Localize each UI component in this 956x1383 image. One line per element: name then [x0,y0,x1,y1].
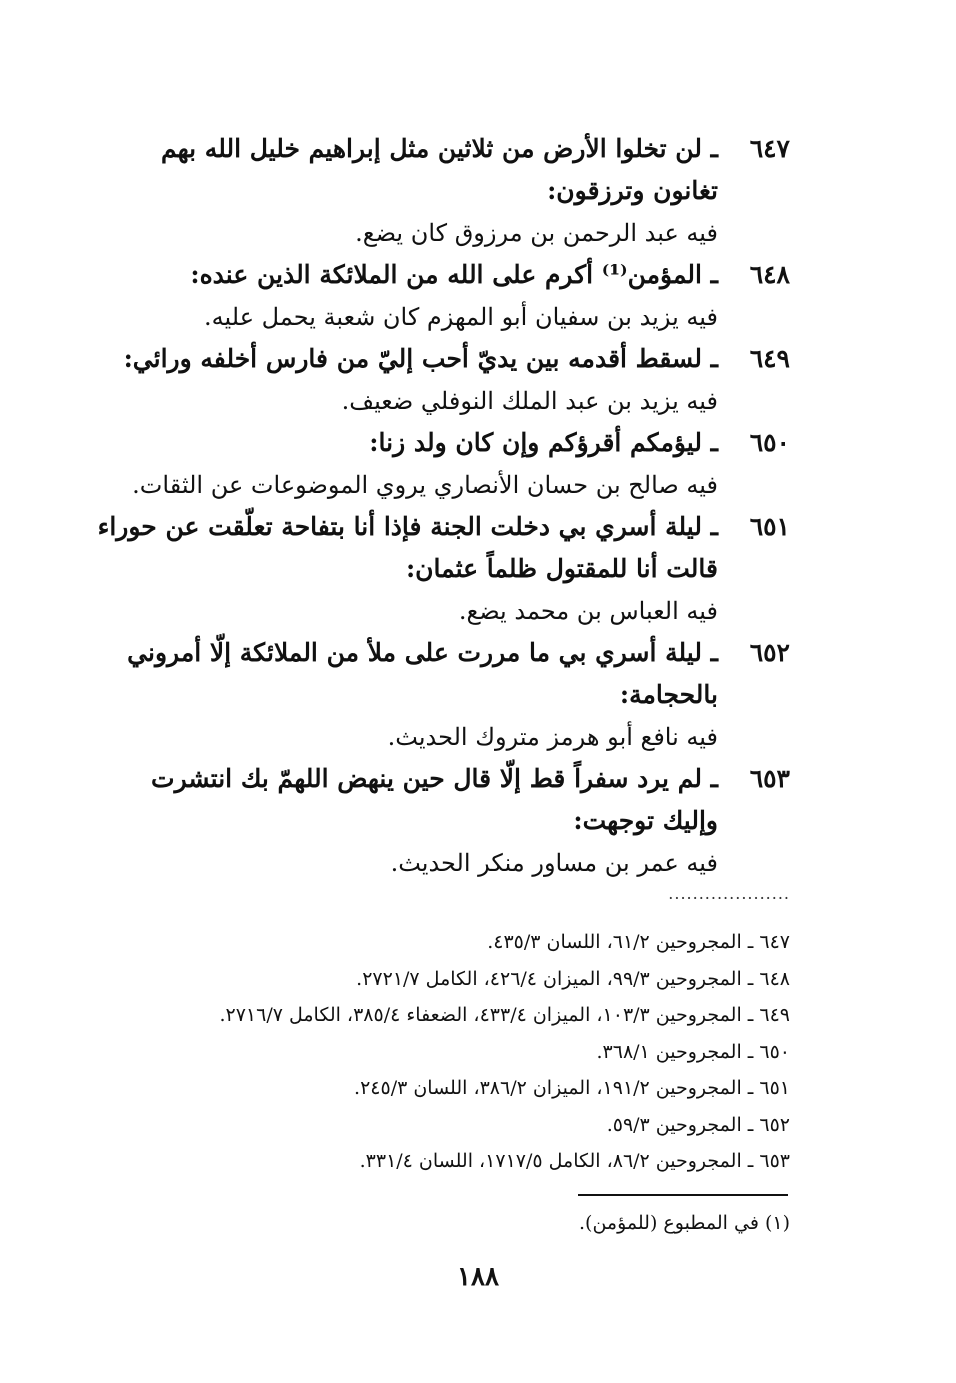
hadith-entry-651 [96,506,790,632]
entry-number: ٦٥١ [749,512,790,541]
reference-line: ٦٤٩ ـ المجروحين ١٠٣/٣، الميزان ٤٣٣/٤، الضعفاء ٣٨٥/٤، الكامل ٢٧١٦/٧. [219,1004,790,1026]
hadith-text: ـ ليلة أسري بي دخلت الجنة فإذا أنا بتفاحة تعلّقت عن حوراء قالت أنا للمقتول ظلماً عثمان: [97,512,718,583]
hadith-text: ـ ليلة أسري بي ما مررت على ملأ من الملائكة إلّا أمروني بالحجامة: [127,638,718,709]
entry-number: ٦٤٨ [749,260,790,289]
hadith-entry-648 [96,254,790,338]
reference-line: ٦٤٨ ـ المجروحين ٩٩/٣، الميزان ٤٢٦/٤، الكامل ٢٧٢١/٧. [356,967,790,990]
narrator-note: فيه يزيد بن عبد الملك النوفلي ضعيف. [341,387,718,415]
hadith-entry-649 [96,338,790,422]
reference-line: ٦٥٢ ـ المجروحين ٥٩/٣. [606,1113,790,1136]
reference-line: ٦٥٠ ـ المجروحين ٣٦٨/١. [596,1040,790,1063]
footnote: (١) في المطبوع (للمؤمن). [579,1212,790,1234]
hadith-text: ـ لسقط أقدمه بين يديّ أحب إليّ من فارس أخلفه ورائي: [123,344,718,373]
reference-line: ٦٥١ ـ المجروحين ١٩١/٢، الميزان ٣٨٦/٢، اللسان ٢٤٥/٣. [354,1077,790,1099]
narrator-note: فيه يزيد بن سفيان أبو المهزم كان شعبة يحمل عليه. [204,303,718,331]
entry-number: ٦٤٧ [749,134,790,163]
dotted-separator: .................... [668,884,790,903]
reference-list [100,924,790,1180]
reference-line: ٦٥٣ ـ المجروحين ٨٦/٢، الكامل ١٧١٧/٥، اللسان ٣٣١/٤. [359,1150,790,1172]
narrator-note: فيه عمر بن مساور منكر الحديث. [390,849,718,877]
hadith-entries [96,128,790,884]
reference-line: ٦٤٧ ـ المجروحين ٦١/٢، اللسان ٤٣٥/٣. [487,931,790,953]
hadith-text: ـ ليؤمكم أقرؤكم وإن كان ولد زنا: [369,428,718,457]
hadith-entry-652 [96,632,790,758]
narrator-note: فيه العباس بن محمد يضع. [458,597,718,625]
hadith-entry-650 [96,422,790,506]
hadith-entry-647 [96,128,790,254]
entry-number: ٦٥٢ [749,638,790,667]
narrator-note: فيه عبد الرحمن بن مرزوق كان يضع. [355,219,718,247]
page-number: ١٨٨ [457,1262,499,1292]
entry-number: ٦٥٠ [749,428,790,457]
entry-number: ٦٥٣ [749,764,790,793]
narrator-note: فيه نافع أبو هرمز متروك الحديث. [387,723,718,751]
hadith-text: ـ لن تخلوا الأرض من ثلاثين مثل إبراهيم خليل الله بهم تغانون وترزقون: [160,134,718,205]
narrator-note: فيه صالح بن حسان الأنصاري يروي الموضوعات عن الثقات. [132,471,718,499]
entry-number: ٦٤٩ [749,344,790,373]
footnote-divider [578,1194,788,1196]
hadith-text: ـ المؤمن⁽¹⁾ أكرم على الله من الملائكة الذين عنده: [190,260,718,289]
hadith-text: ـ لم يرد سفراً قط إلّا قال حين ينهض اللهمّ بك انتشرت وإليك توجهت: [151,764,718,835]
hadith-entry-653 [96,758,790,884]
